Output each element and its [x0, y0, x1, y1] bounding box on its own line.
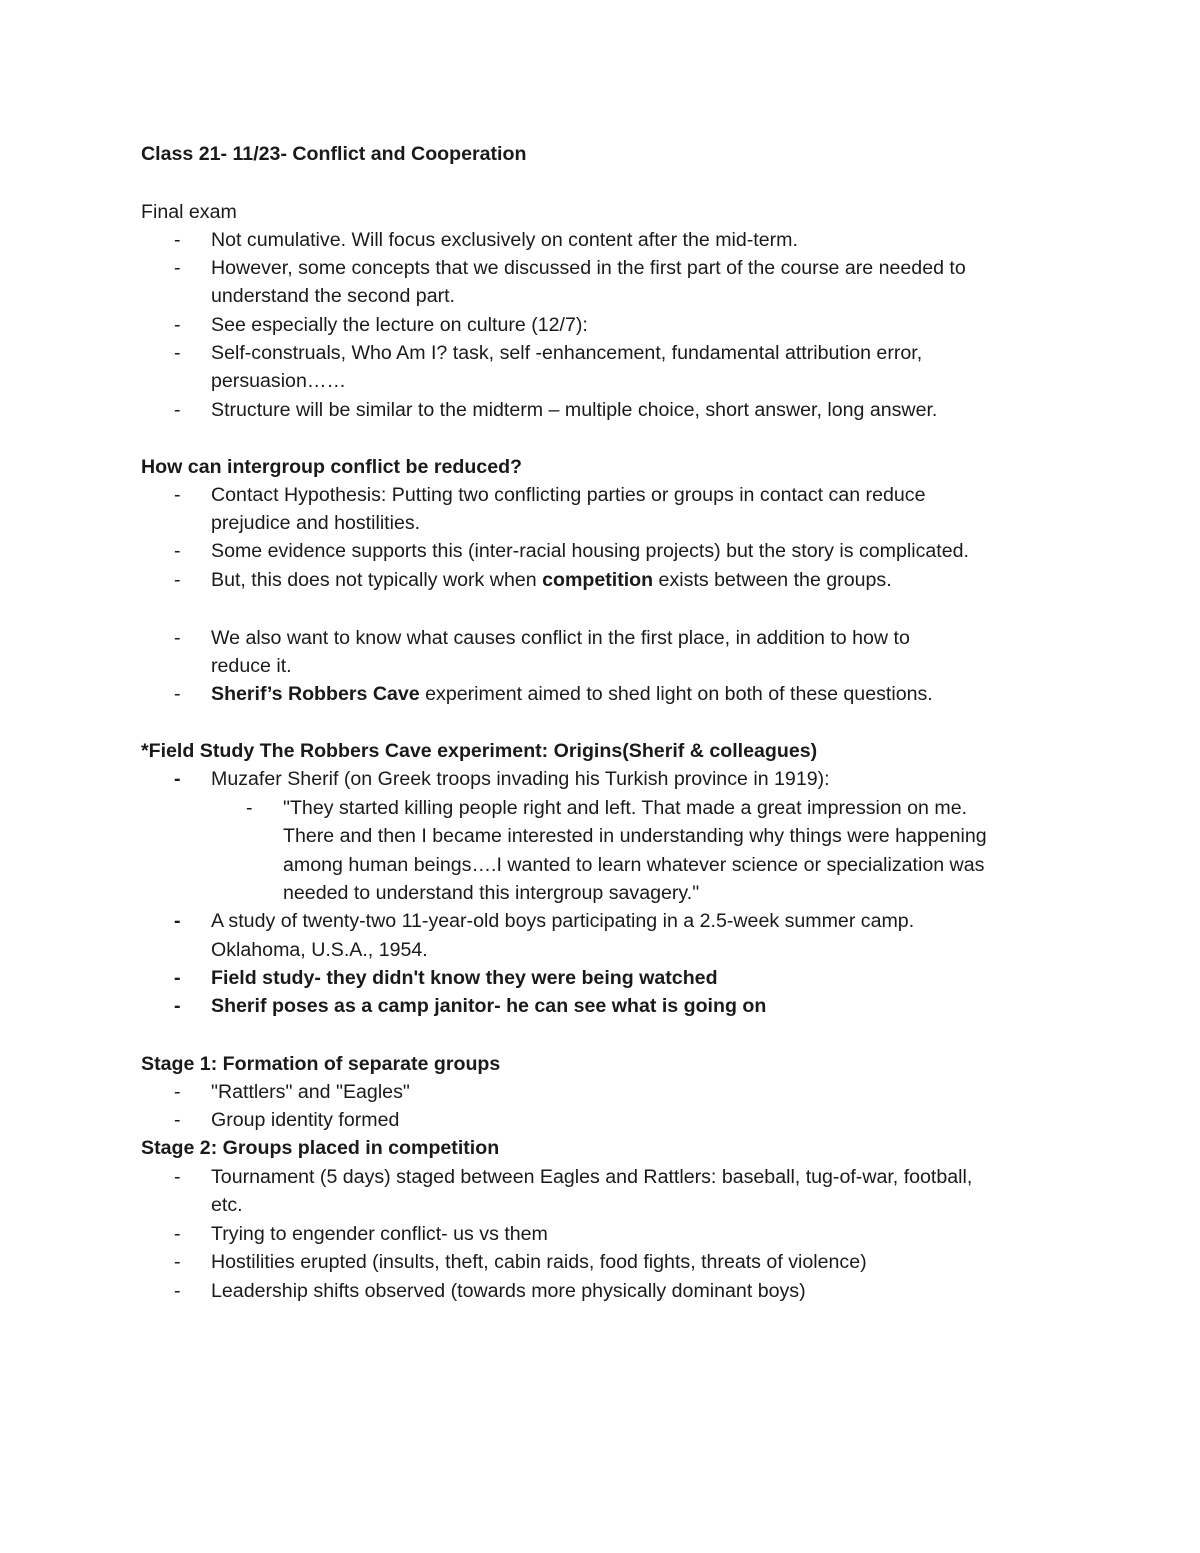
quote-line-3: among human beings….I wanted to learn whatever science or specialization was [283, 854, 985, 876]
bullet-dash: - [174, 484, 181, 506]
bullet-dash: - [174, 768, 181, 790]
competition-emphasis: competition [542, 569, 654, 591]
intergroup-item-3 [211, 566, 892, 594]
quote-line-4: needed to understand this intergroup savagery." [283, 882, 700, 904]
robbers-cave-emphasis: Sherif’s Robbers Cave [211, 683, 420, 705]
final-exam-item-1: Not cumulative. Will focus exclusively on content after the mid-term. [211, 229, 798, 251]
stage-2-item-1-line-2: etc. [211, 1194, 243, 1216]
bullet-dash: - [174, 399, 181, 421]
quote-line-2: There and then I became interested in understanding why things were happening [283, 825, 987, 847]
intergroup-item-1-line-1: Contact Hypothesis: Putting two conflicting parties or groups in contact can reduce [211, 484, 926, 506]
stage-1-item-1: "Rattlers" and "Eagles" [211, 1081, 410, 1103]
bullet-dash: - [174, 967, 181, 989]
stage-1-item-2: Group identity formed [211, 1109, 400, 1131]
intergroup-item-5-tail: experiment aimed to shed light on both of these questions. [419, 683, 933, 705]
field-study-item-2-line-1: A study of twenty-two 11-year-old boys participating in a 2.5-week summer camp. [211, 910, 915, 932]
quote-line-1: "They started killing people right and left. That made a great impression on me. [283, 797, 968, 819]
intergroup-item-3-text: But, this does not typically work when [211, 569, 543, 591]
intergroup-item-4-line-2: reduce it. [211, 655, 292, 677]
final-exam-item-2-line-1: However, some concepts that we discussed in the first part of the course are needed to [211, 257, 966, 279]
bullet-dash: - [174, 1223, 181, 1245]
field-study-item-1: Muzafer Sherif (on Greek troops invading his Turkish province in 1919): [211, 768, 830, 790]
bullet-dash: - [174, 683, 181, 705]
stage-2-item-2: Trying to engender conflict- us vs them [211, 1223, 548, 1245]
bullet-dash: - [174, 569, 181, 591]
bullet-dash: - [174, 540, 181, 562]
bullet-dash: - [174, 1251, 181, 1273]
intergroup-item-2: Some evidence supports this (inter-racial housing projects) but the story is complicated. [211, 540, 969, 562]
bullet-dash: - [174, 1280, 181, 1302]
intergroup-item-5 [211, 680, 933, 708]
bullet-dash: - [174, 627, 181, 649]
field-study-heading: *Field Study The Robbers Cave experiment: Origins(Sherif & colleagues) [141, 740, 818, 762]
intergroup-item-1-line-2: prejudice and hostilities. [211, 512, 421, 534]
final-exam-item-3: See especially the lecture on culture (12/7): [211, 314, 588, 336]
bullet-dash: - [174, 1166, 181, 1188]
final-exam-item-5: Structure will be similar to the midterm – multiple choice, short answer, long answer. [211, 399, 938, 421]
final-exam-item-2-line-2: understand the second part. [211, 285, 456, 307]
field-study-item-3: Field study- they didn't know they were being watched [211, 967, 718, 989]
bullet-dash: - [174, 995, 181, 1017]
bullet-dash: - [174, 1109, 181, 1131]
stage-2-item-4: Leadership shifts observed (towards more physically dominant boys) [211, 1280, 806, 1302]
stage-2-item-3: Hostilities erupted (insults, theft, cabin raids, food fights, threats of violence) [211, 1251, 867, 1273]
intergroup-item-3-tail: exists between the groups. [653, 569, 892, 591]
final-exam-item-4-line-1: Self-construals, Who Am I? task, self -enhancement, fundamental attribution error, [211, 342, 923, 364]
intergroup-heading: How can intergroup conflict be reduced? [141, 456, 523, 478]
intergroup-item-4-line-1: We also want to know what causes conflict in the first place, in addition to how to [211, 627, 910, 649]
field-study-item-4: Sherif poses as a camp janitor- he can see what is going on [211, 995, 767, 1017]
bullet-dash: - [174, 910, 181, 932]
stage-2-heading: Stage 2: Groups placed in competition [141, 1137, 500, 1159]
bullet-dash: - [174, 342, 181, 364]
field-study-item-2-line-2: Oklahoma, U.S.A., 1954. [211, 939, 428, 961]
bullet-dash: - [174, 1081, 181, 1103]
page-title: Class 21- 11/23- Conflict and Cooperation [141, 143, 527, 165]
final-exam-heading: Final exam [141, 201, 237, 223]
stage-2-item-1-line-1: Tournament (5 days) staged between Eagles and Rattlers: baseball, tug-of-war, football, [211, 1166, 973, 1188]
bullet-dash: - [174, 314, 181, 336]
bullet-dash: - [174, 257, 181, 279]
stage-1-heading: Stage 1: Formation of separate groups [141, 1053, 501, 1075]
final-exam-item-4-line-2: persuasion…… [211, 370, 347, 392]
sub-bullet-dash: - [246, 797, 253, 819]
bullet-dash: - [174, 229, 181, 251]
